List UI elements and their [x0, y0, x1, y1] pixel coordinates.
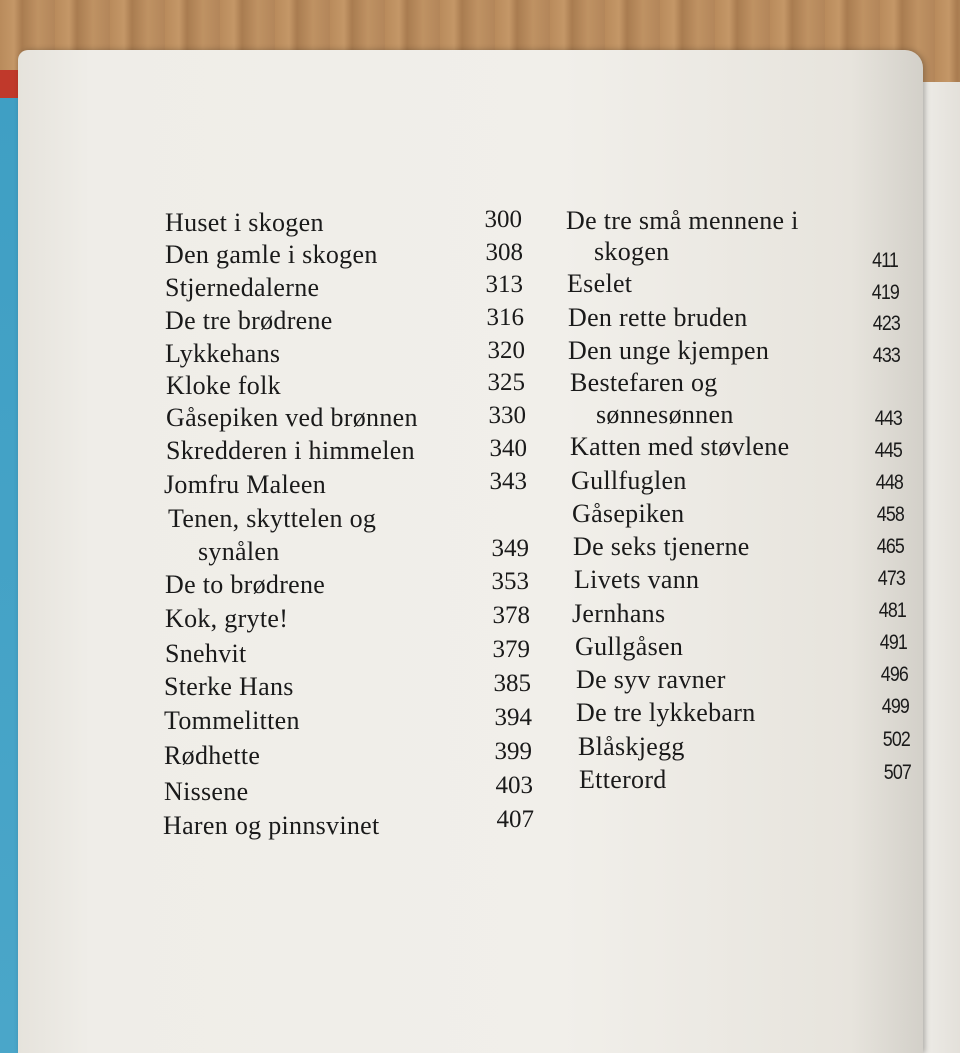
toc-page-number: 313: [485, 271, 523, 298]
toc-title: De tre brødrene: [165, 306, 333, 335]
toc-title: Haren og pinnsvinet: [163, 811, 380, 840]
toc-title: Kloke folk: [166, 371, 281, 400]
toc-page-number: 507: [883, 761, 911, 784]
toc-title: De seks tjenerne: [573, 532, 750, 561]
toc-page-number: 473: [877, 567, 905, 590]
toc-page-number: 496: [880, 663, 908, 686]
toc-title: Blåskjegg: [578, 732, 685, 761]
toc-title-continued: skogen: [594, 237, 670, 266]
toc-title: Nissene: [164, 777, 249, 806]
toc-page-number: 491: [879, 631, 907, 654]
toc-page-number: 499: [881, 695, 909, 718]
toc-page-number: 399: [494, 738, 532, 765]
toc-page-number: 433: [872, 344, 900, 367]
toc-page-number: 325: [487, 369, 525, 396]
toc-title: Katten med støvlene: [570, 432, 790, 461]
toc-title: Skredderen i himmelen: [166, 436, 415, 465]
toc-page-number: 353: [491, 568, 529, 595]
toc-page-number: 330: [488, 402, 526, 429]
toc-page-number: 481: [878, 599, 906, 622]
toc-title: De tre lykkebarn: [576, 698, 756, 727]
toc-title: De to brødrene: [165, 570, 326, 599]
book-page: [18, 50, 923, 1053]
toc-page-number: 458: [876, 503, 904, 526]
toc-title: Etterord: [579, 765, 667, 794]
toc-title: Stjernedalerne: [165, 273, 320, 302]
toc-title-continued: synålen: [198, 537, 280, 566]
toc-title-continued: sønnesønnen: [596, 400, 734, 429]
toc-title: Gåsepiken: [572, 499, 685, 528]
toc-page-number: 443: [874, 407, 902, 430]
toc-title: Eselet: [567, 269, 633, 298]
toc-page-number: 340: [489, 435, 527, 462]
toc-title: Rødhette: [164, 741, 261, 770]
toc-title: Gullgåsen: [575, 632, 684, 661]
toc-title: De syv ravner: [576, 665, 726, 694]
toc-title: Bestefaren og: [570, 368, 718, 397]
toc-page-number: 502: [882, 728, 910, 751]
toc-title: Den unge kjempen: [568, 336, 770, 365]
toc-title: De tre små mennene i: [566, 206, 799, 235]
toc-title: Jomfru Maleen: [164, 470, 327, 499]
toc-page-number: 349: [491, 535, 529, 562]
toc-page-number: 316: [486, 304, 524, 331]
toc-page-number: 385: [493, 670, 531, 697]
toc-title: Huset i skogen: [165, 208, 324, 237]
toc-title: Livets vann: [574, 565, 700, 594]
toc-page-number: 465: [876, 535, 904, 558]
toc-page-number: 379: [492, 636, 530, 663]
toc-page-number: 394: [494, 704, 532, 731]
toc-title: Snehvit: [165, 639, 247, 668]
toc-title: Sterke Hans: [164, 672, 294, 701]
toc-title: Den gamle i skogen: [165, 240, 378, 269]
toc-title: Gullfuglen: [571, 466, 687, 495]
toc-page-number: 308: [485, 239, 523, 266]
toc-page-number: 445: [874, 439, 902, 462]
toc-page-number: 343: [489, 468, 527, 495]
toc-page-number: 419: [871, 281, 899, 304]
toc-page-number: 300: [484, 206, 522, 233]
toc-title: Tommelitten: [164, 706, 300, 735]
toc-page-number: 423: [872, 312, 900, 335]
toc-title: Tenen, skyttelen og: [168, 504, 377, 533]
toc-title: Kok, gryte!: [165, 604, 289, 633]
toc-page-number: 378: [492, 602, 530, 629]
toc-title: Gåsepiken ved brønnen: [166, 403, 418, 432]
toc-page-number: 448: [875, 471, 903, 494]
toc-page-number: 403: [495, 772, 533, 799]
toc-title: Jernhans: [572, 599, 666, 628]
toc-page-number: 411: [872, 249, 898, 272]
toc-page-number: 320: [487, 337, 525, 364]
toc-page-number: 407: [496, 806, 534, 833]
toc-title: Den rette bruden: [568, 303, 748, 332]
toc-title: Lykkehans: [165, 339, 281, 368]
